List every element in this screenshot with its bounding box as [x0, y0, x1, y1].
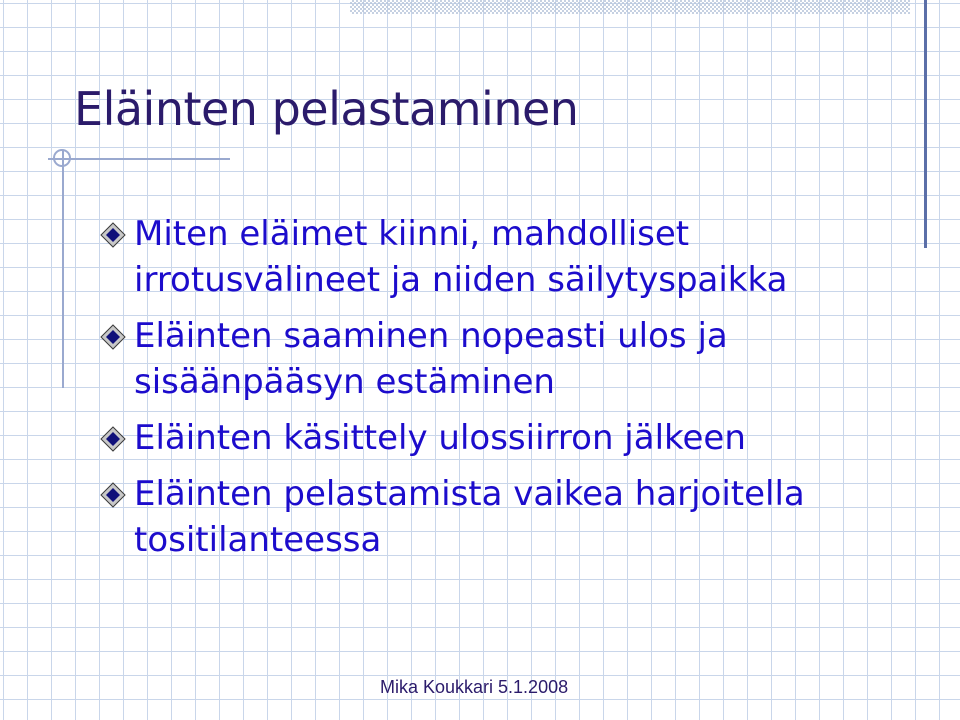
diamond-bullet-icon [100, 482, 126, 508]
bullet-text: Eläinten käsittely ulossiirron jälkeen [134, 418, 746, 458]
bullet-item [100, 471, 940, 563]
diamond-bullet-icon [100, 426, 126, 452]
decorative-ring-icon [53, 149, 71, 167]
diamond-bullet-icon [100, 324, 126, 350]
bullet-item [100, 211, 940, 303]
diamond-bullet-icon [100, 222, 126, 248]
bullet-text: Eläinten pelastamista vaikea harjoitella tositilanteessa [134, 474, 805, 560]
bullet-text: Miten eläimet kiinni, mahdolliset irrotusvälineet ja niiden säilytyspaikka [134, 214, 788, 300]
decorative-horizontal-line [48, 158, 230, 160]
bullet-text: Eläinten saaminen nopeasti ulos ja sisäänpääsyn estäminen [134, 316, 728, 402]
decorative-checker-band [350, 0, 910, 14]
bullet-list [100, 211, 940, 573]
bullet-item [100, 313, 940, 405]
slide-footer: Mika Koukkari 5.1.2008 [380, 677, 569, 697]
decorative-vertical-line-left [62, 150, 64, 388]
bullet-item [100, 415, 940, 461]
slide-title: Eläinten pelastaminen [74, 82, 579, 136]
